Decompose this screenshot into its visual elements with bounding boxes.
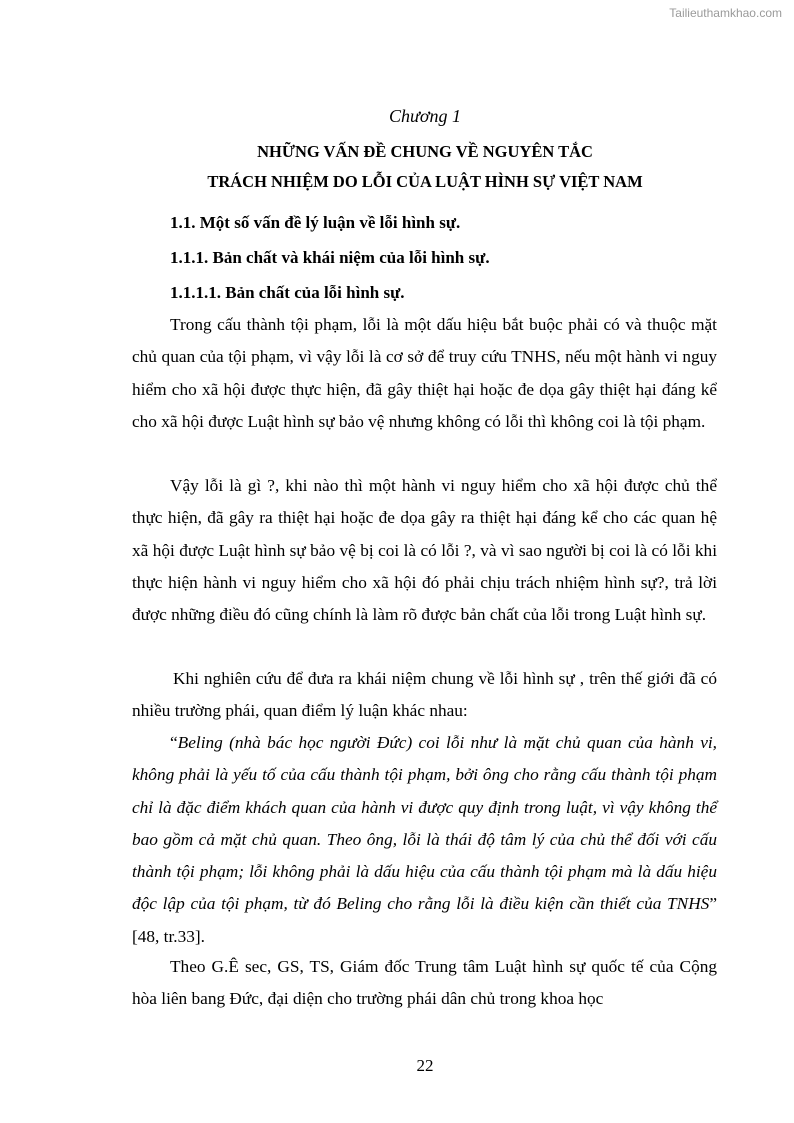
chapter-label: Chương 1 xyxy=(389,106,461,126)
paragraph-5-text: Theo G.Ê sec, GS, TS, Giám đốc Trung tâm Luật hình sự quốc tế của Cộng hòa liên bang Đức, đại diện cho trường phái dân chủ trong khoa học xyxy=(132,957,717,1009)
page-number: 22 xyxy=(416,1056,434,1075)
section-heading-1-1-1: 1.1.1. Bản chất và khái niệm của lỗi hình sự. xyxy=(170,248,490,267)
quote-text: Beling (nhà bác học người Đức) coi lỗi như là mặt chủ quan của hành vi, không phải là yếu tố của cấu thành tội phạm, bởi ông cho rằng cấu thành tội phạm chỉ là đặc điểm khách quan của hành vi được quy định trong luật, vì vậy không thể bao gồm cả mặt chủ quan. Theo ông, lỗi là thái độ tâm lý của chủ thể đối với cấu thành tội phạm; lỗi không phải là dấu hiệu của cấu thành tội phạm mà là dấu hiệu độc lập của tội phạm, từ đó Beling cho rằng lỗi là điều kiện cần thiết của TNHS xyxy=(132,733,717,914)
section-heading-1-1-1-1: 1.1.1.1. Bản chất của lỗi hình sự. xyxy=(170,283,405,302)
quote-open-mark: “ xyxy=(170,733,178,752)
chapter-title-line-2: TRÁCH NHIỆM DO LỖI CỦA LUẬT HÌNH SỰ VIỆT NAM xyxy=(207,172,643,191)
quote-paragraph xyxy=(132,727,717,953)
paragraph-1 xyxy=(132,309,717,438)
paragraph-2-text: Vậy lỗi là gì ?, khi nào thì một hành vi nguy hiểm cho xã hội được chủ thể thực hiện, đã gây ra thiệt hại hoặc đe dọa gây ra thiệt hại đáng kể cho các quan hệ xã hội được Luật hình sự bảo vệ bị coi là có lỗi ?, và vì sao người bị coi là có lỗi khi thực hiện hành vi nguy hiểm cho xã hội đó phải chịu trách nhiệm hình sự?, trả lời được những điều đó cũng chính là làm rõ được bản chất của lỗi trong Luật hình sự. xyxy=(132,476,717,625)
watermark: Tailieuthamkhao.com xyxy=(669,6,782,20)
paragraph-3 xyxy=(132,663,717,728)
section-heading-1-1: 1.1. Một số vấn đề lý luận về lỗi hình sự. xyxy=(170,213,461,232)
paragraph-1-text: Trong cấu thành tội phạm, lỗi là một dấu hiệu bắt buộc phải có và thuộc mặt chủ quan của tội phạm, vì vậy lỗi là cơ sở để truy cứu TNHS, nếu một hành vi nguy hiểm cho xã hội được thực hiện, đã gây thiệt hại hoặc đe dọa gây thiệt hại đáng kể cho xã hội được Luật hình sự bảo vệ nhưng không có lỗi thì không coi là tội phạm. xyxy=(132,315,717,431)
paragraph-3-text: Khi nghiên cứu để đưa ra khái niệm chung về lỗi hình sự , trên thế giới đã có nhiều trường phái, quan điểm lý luận khác nhau: xyxy=(132,669,717,721)
chapter-title-line-1: NHỮNG VẤN ĐỀ CHUNG VỀ NGUYÊN TẮC xyxy=(257,142,593,161)
quote-block xyxy=(132,727,717,953)
paragraph-2 xyxy=(132,470,717,631)
quote-citation: ” [48, tr.33]. xyxy=(132,894,717,946)
paragraph-5 xyxy=(132,951,717,1016)
